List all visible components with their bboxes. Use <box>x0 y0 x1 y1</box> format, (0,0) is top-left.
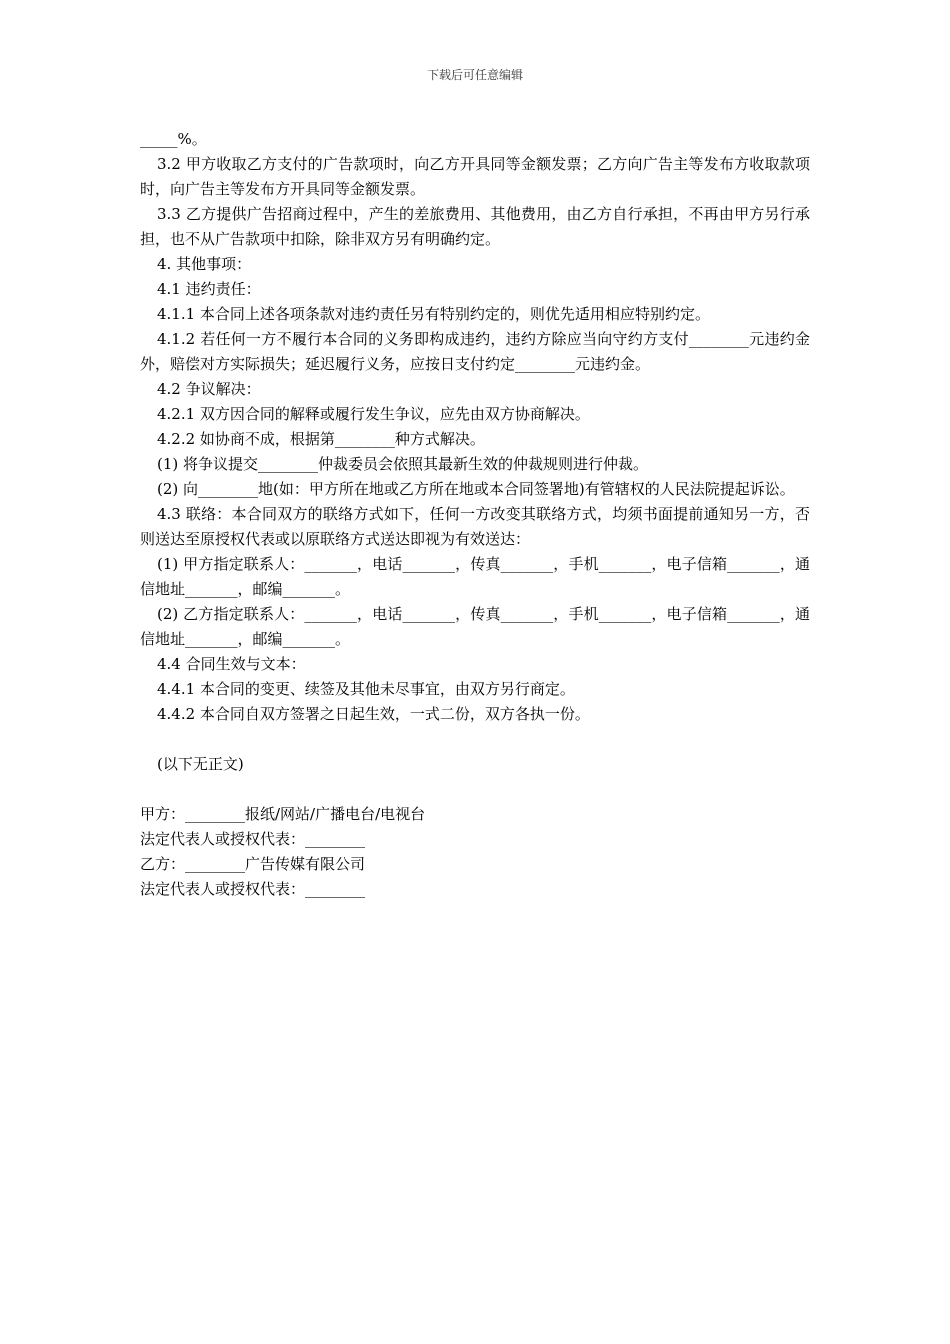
clause-4-4-2: 4.4.2 本合同自双方签署之日起生效，一式二份，双方各执一份。 <box>157 705 590 723</box>
signature-party-a: 甲方：________报纸/网站/广播电台/电视台 <box>140 805 426 823</box>
clause-4-1-2: 4.1.2 若任何一方不履行本合同的义务即构成违约，违约方除应当向守约方支付________元违约金外，赔偿对方实际损失；延迟履行义务，应按日支付约定________元违约金。 <box>140 330 810 373</box>
clause-4-3-party-a-contact: (1) 甲方指定联系人：_______，电话_______，传真_______，手机_______，电子信箱_______，通信地址_______，邮编_______。 <box>140 555 810 598</box>
page-header-note: 下载后可任意编辑 <box>426 68 523 82</box>
clause-3-3: 3.3 乙方提供广告招商过程中，产生的差旅费用、其他费用，由乙方自行承担，不再由甲方另行承担，也不从广告款项中扣除，除非双方另有明确约定。 <box>140 205 810 248</box>
signature-party-a-representative: 法定代表人或授权代表：________ <box>140 830 366 848</box>
clause-4-3-party-b-contact: (2) 乙方指定联系人：_______，电话_______，传真_______，手机_______，电子信箱_______，通信地址_______，邮编_______。 <box>140 605 810 648</box>
section-4-heading: 4. 其他事项： <box>157 255 252 273</box>
signature-party-b: 乙方：________广告传媒有限公司 <box>140 855 366 873</box>
clause-4-1-1: 4.1.1 本合同上述各项条款对违约责任另有特别约定的，则优先适用相应特别约定。 <box>157 305 710 323</box>
spacer <box>140 777 810 802</box>
contract-body <box>140 127 810 902</box>
clause-continuation: _____%。 <box>140 130 207 148</box>
clause-4-2-1: 4.2.1 双方因合同的解释或履行发生争议，应先由双方协商解决。 <box>157 405 590 423</box>
signature-party-b-representative: 法定代表人或授权代表：________ <box>140 880 366 898</box>
spacer <box>140 727 810 752</box>
clause-4-2-2-option-2: (2) 向________地(如：甲方所在地或乙方所在地或本合同签署地)有管辖权的人民法院提起诉讼。 <box>157 480 795 498</box>
clause-4-2-2-option-1: (1) 将争议提交________仲裁委员会依照其最新生效的仲裁规则进行仲裁。 <box>157 455 649 473</box>
clause-4-4-1: 4.4.1 本合同的变更、续签及其他未尽事宜，由双方另行商定。 <box>157 680 575 698</box>
clause-4-3: 4.3 联络：本合同双方的联络方式如下，任何一方改变其联络方式，均须书面提前通知另一方，否则送达至原授权代表或以原联络方式送达即视为有效送达： <box>140 505 810 548</box>
clause-4-2-2: 4.2.2 如协商不成，根据第________种方式解决。 <box>157 430 485 448</box>
end-of-text-note: (以下无正文) <box>157 755 244 773</box>
clause-4-2: 4.2 争议解决： <box>157 380 261 398</box>
clause-3-2: 3.2 甲方收取乙方支付的广告款项时，向乙方开具同等金额发票；乙方向广告主等发布方收取款项时，向广告主等发布方开具同等金额发票。 <box>140 155 810 198</box>
clause-4-4: 4.4 合同生效与文本： <box>157 655 306 673</box>
clause-4-1: 4.1 违约责任： <box>157 280 261 298</box>
